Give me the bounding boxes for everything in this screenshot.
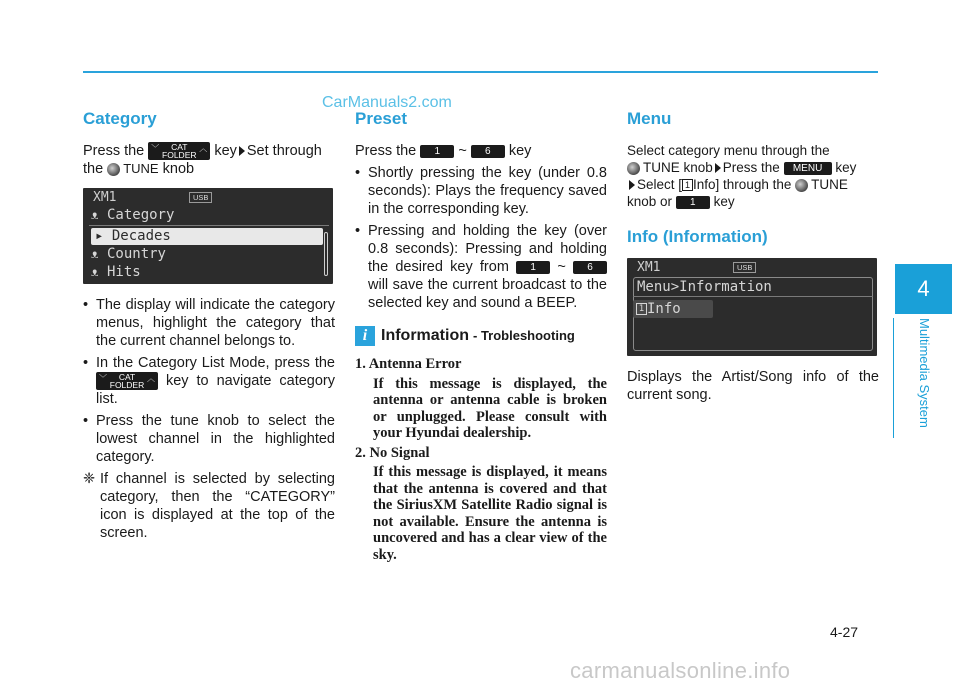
chapter-rule [893, 318, 894, 438]
arrow-right-icon [239, 146, 245, 156]
chevron-up-icon: ︿ [147, 374, 155, 384]
screen-row-country: ᴥ Country [91, 246, 166, 263]
screen-row-category: ᴥ Category [91, 207, 175, 224]
column-preset [355, 108, 607, 566]
troubleshoot-item-body: If this message is displayed, it means that the antenna is covered and that the SiriusXM Satellite Radio signal is not available. Ensure the antenna is uncovered and has a clear view of the sky. [373, 464, 607, 563]
troubleshoot-item-title: 2. No Signal [355, 444, 430, 461]
usb-badge: USB [189, 192, 212, 203]
menu-path: Menu>Information [637, 279, 772, 295]
troubleshoot-item-body: If this message is displayed, the antenna or antenna cable is broken or unplugged. Please consult with your Hyundai dealership. [373, 375, 607, 441]
page-number: 4-27 [830, 624, 859, 640]
troubleshooting-list [355, 356, 607, 563]
column-category [83, 108, 335, 542]
list-item: • In the Category List Mode, press the ﹀ CAT FOLDER ︿ key to navigate category list. [83, 354, 335, 408]
column-menu [627, 108, 879, 408]
tune-knob-icon [107, 163, 120, 176]
top-rule [83, 71, 878, 73]
info-icon: i [355, 326, 375, 346]
preset-key-6: 6 [573, 261, 607, 274]
preset-key-1: 1 [516, 261, 550, 274]
menu-key: MENU [784, 162, 832, 175]
preset-bullets [355, 164, 607, 312]
preset-key-6: 6 [471, 145, 505, 158]
category-icon: ᴥ [91, 246, 99, 263]
cat-folder-key: ﹀ CAT FOLDER ︿ [148, 142, 210, 160]
list-item: • Pressing and holding the key (over 0.8 seconds): Pressing and holding the desired key from 1 ~ 6 will save the current broadcast to the selected key and sound a BEEP. [355, 222, 607, 312]
tune-knob-icon [627, 162, 640, 175]
list-item: • The display will indicate the category menus, highlight the category that the current channel belongs to. [83, 296, 335, 350]
screen-title: XM1 [93, 190, 117, 206]
chevron-up-icon: ︿ [199, 144, 208, 154]
preset-key-1: 1 [676, 196, 710, 209]
chevron-down-icon: ﹀ [99, 374, 107, 384]
category-bullets [83, 296, 335, 466]
preset-intro: Press the 1 ~ 6 key [355, 143, 532, 159]
category-intro: Press the ﹀ CAT FOLDER ︿ key Set through the TUNE knob [83, 142, 322, 178]
category-icon: ᴥ [91, 264, 99, 281]
preset-heading: Preset [355, 109, 407, 128]
scrollbar [324, 232, 328, 276]
preset-key-1: 1 [420, 145, 454, 158]
info-number-icon: 1 [682, 179, 693, 191]
info-heading: Info (Information) [627, 227, 768, 246]
screen-row-hits: ᴥ Hits [91, 264, 141, 281]
usb-badge: USB [733, 262, 756, 273]
screen-row-highlight: ▸ Decades [91, 228, 323, 245]
category-note: ❈ If channel is selected by selecting category, then the “CATEGORY” icon is displayed at the top of the screen. [83, 471, 335, 542]
screen-title: XM1 [637, 260, 661, 275]
category-heading: Category [83, 109, 157, 128]
arrow-right-icon [629, 180, 635, 190]
chapter-label: Multimedia System [917, 318, 932, 428]
chapter-tab: 4 [895, 264, 952, 314]
watermark-top: CarManuals2.com [322, 94, 452, 111]
arrow-right-icon [715, 163, 721, 173]
category-screen [83, 188, 333, 284]
info-number-icon: 1 [636, 303, 647, 315]
menu-heading: Menu [627, 109, 672, 128]
chevron-down-icon: ﹀ [151, 144, 160, 154]
watermark-bottom: carmanualsonline.info [570, 658, 791, 683]
information-title: i Information - Trobleshooting [355, 326, 607, 346]
info-description: Displays the Artist/Song info of the current song. [627, 369, 879, 403]
troubleshoot-item-title: 1. Antenna Error [355, 356, 462, 372]
list-item: • Press the tune knob to select the lowest channel in the highlighted category. [83, 412, 335, 466]
menu-instructions: Select category menu through the TUNE knob Press the MENU key Select [ 1 Info] through the TUNE knob or 1 key [627, 143, 857, 209]
list-item: • Shortly pressing the key (under 0.8 seconds): Plays the frequency saved in the corresponding key. [355, 164, 607, 218]
tune-knob-icon [795, 179, 808, 192]
info-screen: XM1 USB Menu>Information 1 Info [627, 258, 877, 356]
category-icon: ᴥ [91, 207, 99, 224]
cat-folder-key: ﹀ CAT FOLDER ︿ [96, 372, 158, 390]
